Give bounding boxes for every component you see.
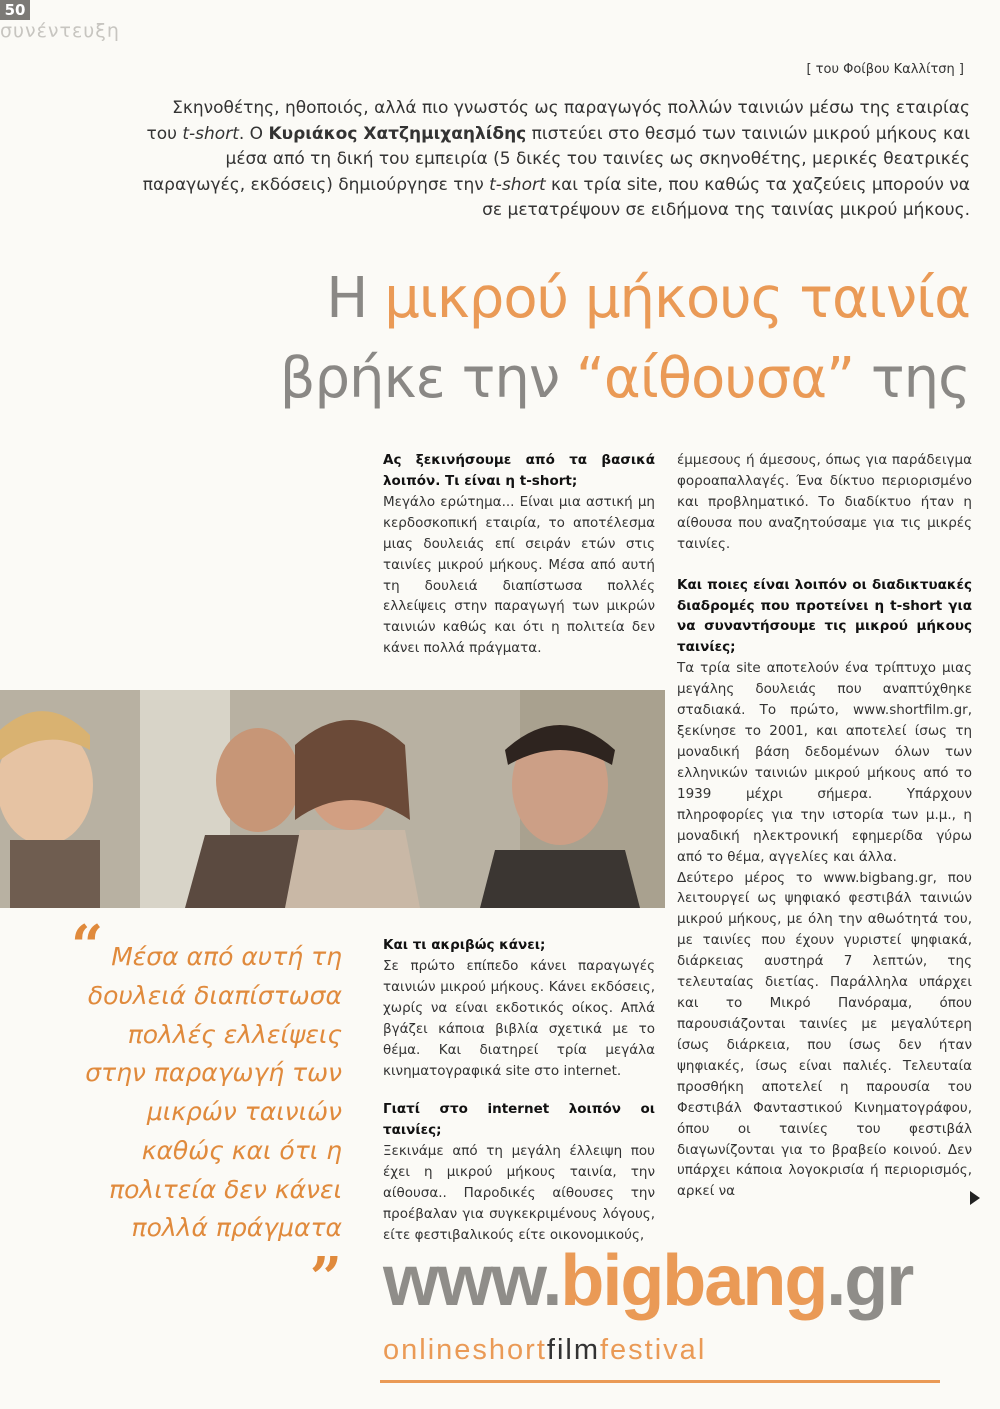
pull-quote-text: Μέσα από αυτή τη δουλειά διαπίστωσα πολλές ελλείψεις στην παραγωγή των μικρών ταινιών καθώς και ότι η πολιτεία δεν κάνει πολλά πράγματα <box>85 942 342 1243</box>
bigbang-logo-url <box>383 1240 912 1322</box>
tagline-short: short <box>472 1334 547 1366</box>
answer-1: Μεγάλο ερώτημα... Είναι μια αστική μη κερδοσκοπική εταιρία, το αποτέλεσμα μιας δουλειάς επί σειράν ετών στις ταινίες μικρού μήκους. Μέσα από αυτή τη δουλειά διαπίστωσα πολλές ελλείψεις στην παραγωγή των μικρών ταινιών καθώς και ότι η πολιτεία δεν κάνει πολλά πράγματα. <box>383 493 655 657</box>
answer-2: Σε πρώτο επίπεδο κάνει παραγωγές ταινιών μικρού μήκους. Κάνει εκδόσεις, χωρίς να είναι εκδοτικός οίκος. Απλά βγάζει κάποια βιβλία σχετικά με το θέμα. Και διατηρεί τρία μεγάλα κινηματογραφικά site στο internet. <box>383 957 655 1079</box>
headline-text: της <box>854 346 970 411</box>
intro-text-3: πιστεύει στο θεσμό των ταινιών μικρού μήκους και μέσα από τη δική του εμπειρία (5 δικές του ταινίες ως σκηνοθέτης, μερικές θεατρικές παραγωγές, εκδόσεις) δημιούργησε την <box>142 123 970 195</box>
logo-underline <box>380 1380 940 1383</box>
intro-paragraph <box>140 96 970 224</box>
logo-brand: bigbang <box>560 1241 827 1321</box>
close-quote-mark: ” <box>309 1245 342 1311</box>
intro-text-1: Σκηνοθέτης, ηθοποιός, αλλά πιο γνωστός ως παραγωγός πολλών ταινιών μέσω της εταιρίας του <box>146 98 970 144</box>
logo-tagline <box>383 1334 706 1367</box>
question-3: Γιατί στο internet λοιπόν οι ταινίες; <box>383 1101 655 1139</box>
spacer <box>383 1081 655 1099</box>
answer-3-continued: έμμεσους ή άμεσους, όπως για παράδειγμα φοροαπαλλαγές. Ένα δίκτυο περιορισμένο και προβληματικό. Το διαδίκτυο ήταν η αίθουσα που αναζητούσαμε για τις μικρές ταινίες. <box>677 452 972 552</box>
headline-text: Η <box>326 266 385 331</box>
interviewee-name: Κυριάκος Χατζημιχαηλίδης <box>268 123 527 144</box>
answer-4-continued: Δεύτερο μέρος το www.bigbang.gr, που λειτουργεί ως ψηφιακό φεστιβάλ ταινιών μικρού μήκους, με όλη την αθωότητά του, με ταινίες που έχουν γυριστεί ψηφιακά, διάρκειας αυστηρά 7 λεπτών, της τελευταίας διετίας. Παράλληλα υπάρχει και το Μικρό Πανόραμα, όπου παρουσιάζονται ταινίες με μεγαλύτερη ίσως διάρκεια, που ίσως δεν ήταν ψηφιακές, ίσως είναι παλιές. Τελευταία προσθήκη αποτελεί η παρουσία του Φεστιβάλ Φανταστικού Κινηματογράφου, όπου οι ταινίες του φεστιβάλ διαγωνίζονται για το βραβείο κοινού. Δεν υπάρχει κάποια λογοκρισία ή περιορισμός, αρκεί να <box>677 869 972 1200</box>
tagline-festival: festival <box>600 1334 707 1366</box>
headline-line-2 <box>280 346 970 411</box>
question-4: Και ποιες είναι λοιπόν οι διαδικτυακές διαδρομές που προτείνει η t-short για να συναντήσουμε τις μικρού μήκους ταινίες; <box>677 576 972 656</box>
film-still-photo <box>0 690 665 908</box>
question-2: Και τι ακριβώς κάνει; <box>383 937 546 953</box>
intro-em-1: t-short <box>182 123 239 144</box>
film-still-illustration <box>0 690 665 908</box>
tagline-online: online <box>383 1334 473 1366</box>
headline-highlight: “αίθουσα” <box>575 346 855 411</box>
intro-text-2: . Ο <box>238 123 269 144</box>
spacer <box>677 555 972 575</box>
open-quote-mark: “ <box>71 913 104 979</box>
headline-text: βρήκε την <box>279 346 576 411</box>
headline-line-1 <box>326 266 970 331</box>
intro-em-2: t-short <box>489 174 546 195</box>
answer-4: Τα τρία site αποτελούν ένα τρίπτυχο μιας μεγάλης δουλειάς που αναπτύχθηκε σταδιακά. Το πρώτο, www.shortfilm.gr, ξεκίνησε το 2001, και αποτελεί ίσως τη μοναδική βάση δεδομένων όλων των ελληνικών ταινιών μικρού μήκους από το 1939 μέχρι σήμερα. Υπάρχουν πληροφορίες για την ιστορία των μ.μ., η μοναδική ηλεκτρονική εφημερίδα γύρω από το θέμα, αγγελίες και άλλα. <box>677 660 972 865</box>
continue-arrow-icon <box>970 1191 980 1205</box>
column-1-top <box>383 450 655 659</box>
answer-3: Ξεκινάμε από τη μεγάλη έλλειψη που έχει η μικρού μήκους ταινία, την αίθουσα.. Παροδικές αίθουσες την προέβαλαν για συγκεκριμένους λόγους, είτε φεστιβαλικούς είτε οικονομικούς, <box>383 1143 655 1243</box>
headline-highlight: μικρού μήκους ταινία <box>384 266 970 331</box>
column-2 <box>677 450 972 1202</box>
pull-quote <box>60 913 342 1311</box>
question-1: Ας ξεκινήσουμε από τα βασικά λοιπόν. Τι είναι η t-short; <box>383 452 655 489</box>
page-number: 50 <box>0 0 30 20</box>
byline: [ του Φοίβου Καλλίτση ] <box>806 62 964 77</box>
column-1-bottom <box>383 935 655 1246</box>
tagline-film: film <box>546 1334 600 1366</box>
logo-prefix: www. <box>383 1241 561 1321</box>
intro-text-4: και τρία site, που καθώς τα χαζεύεις μπορούν να σε μετατρέψουν σε ειδήμονα της ταινίας μικρού μήκους. <box>482 174 970 220</box>
section-label: συνέντευξη <box>0 20 120 42</box>
logo-suffix: .gr <box>826 1241 913 1321</box>
